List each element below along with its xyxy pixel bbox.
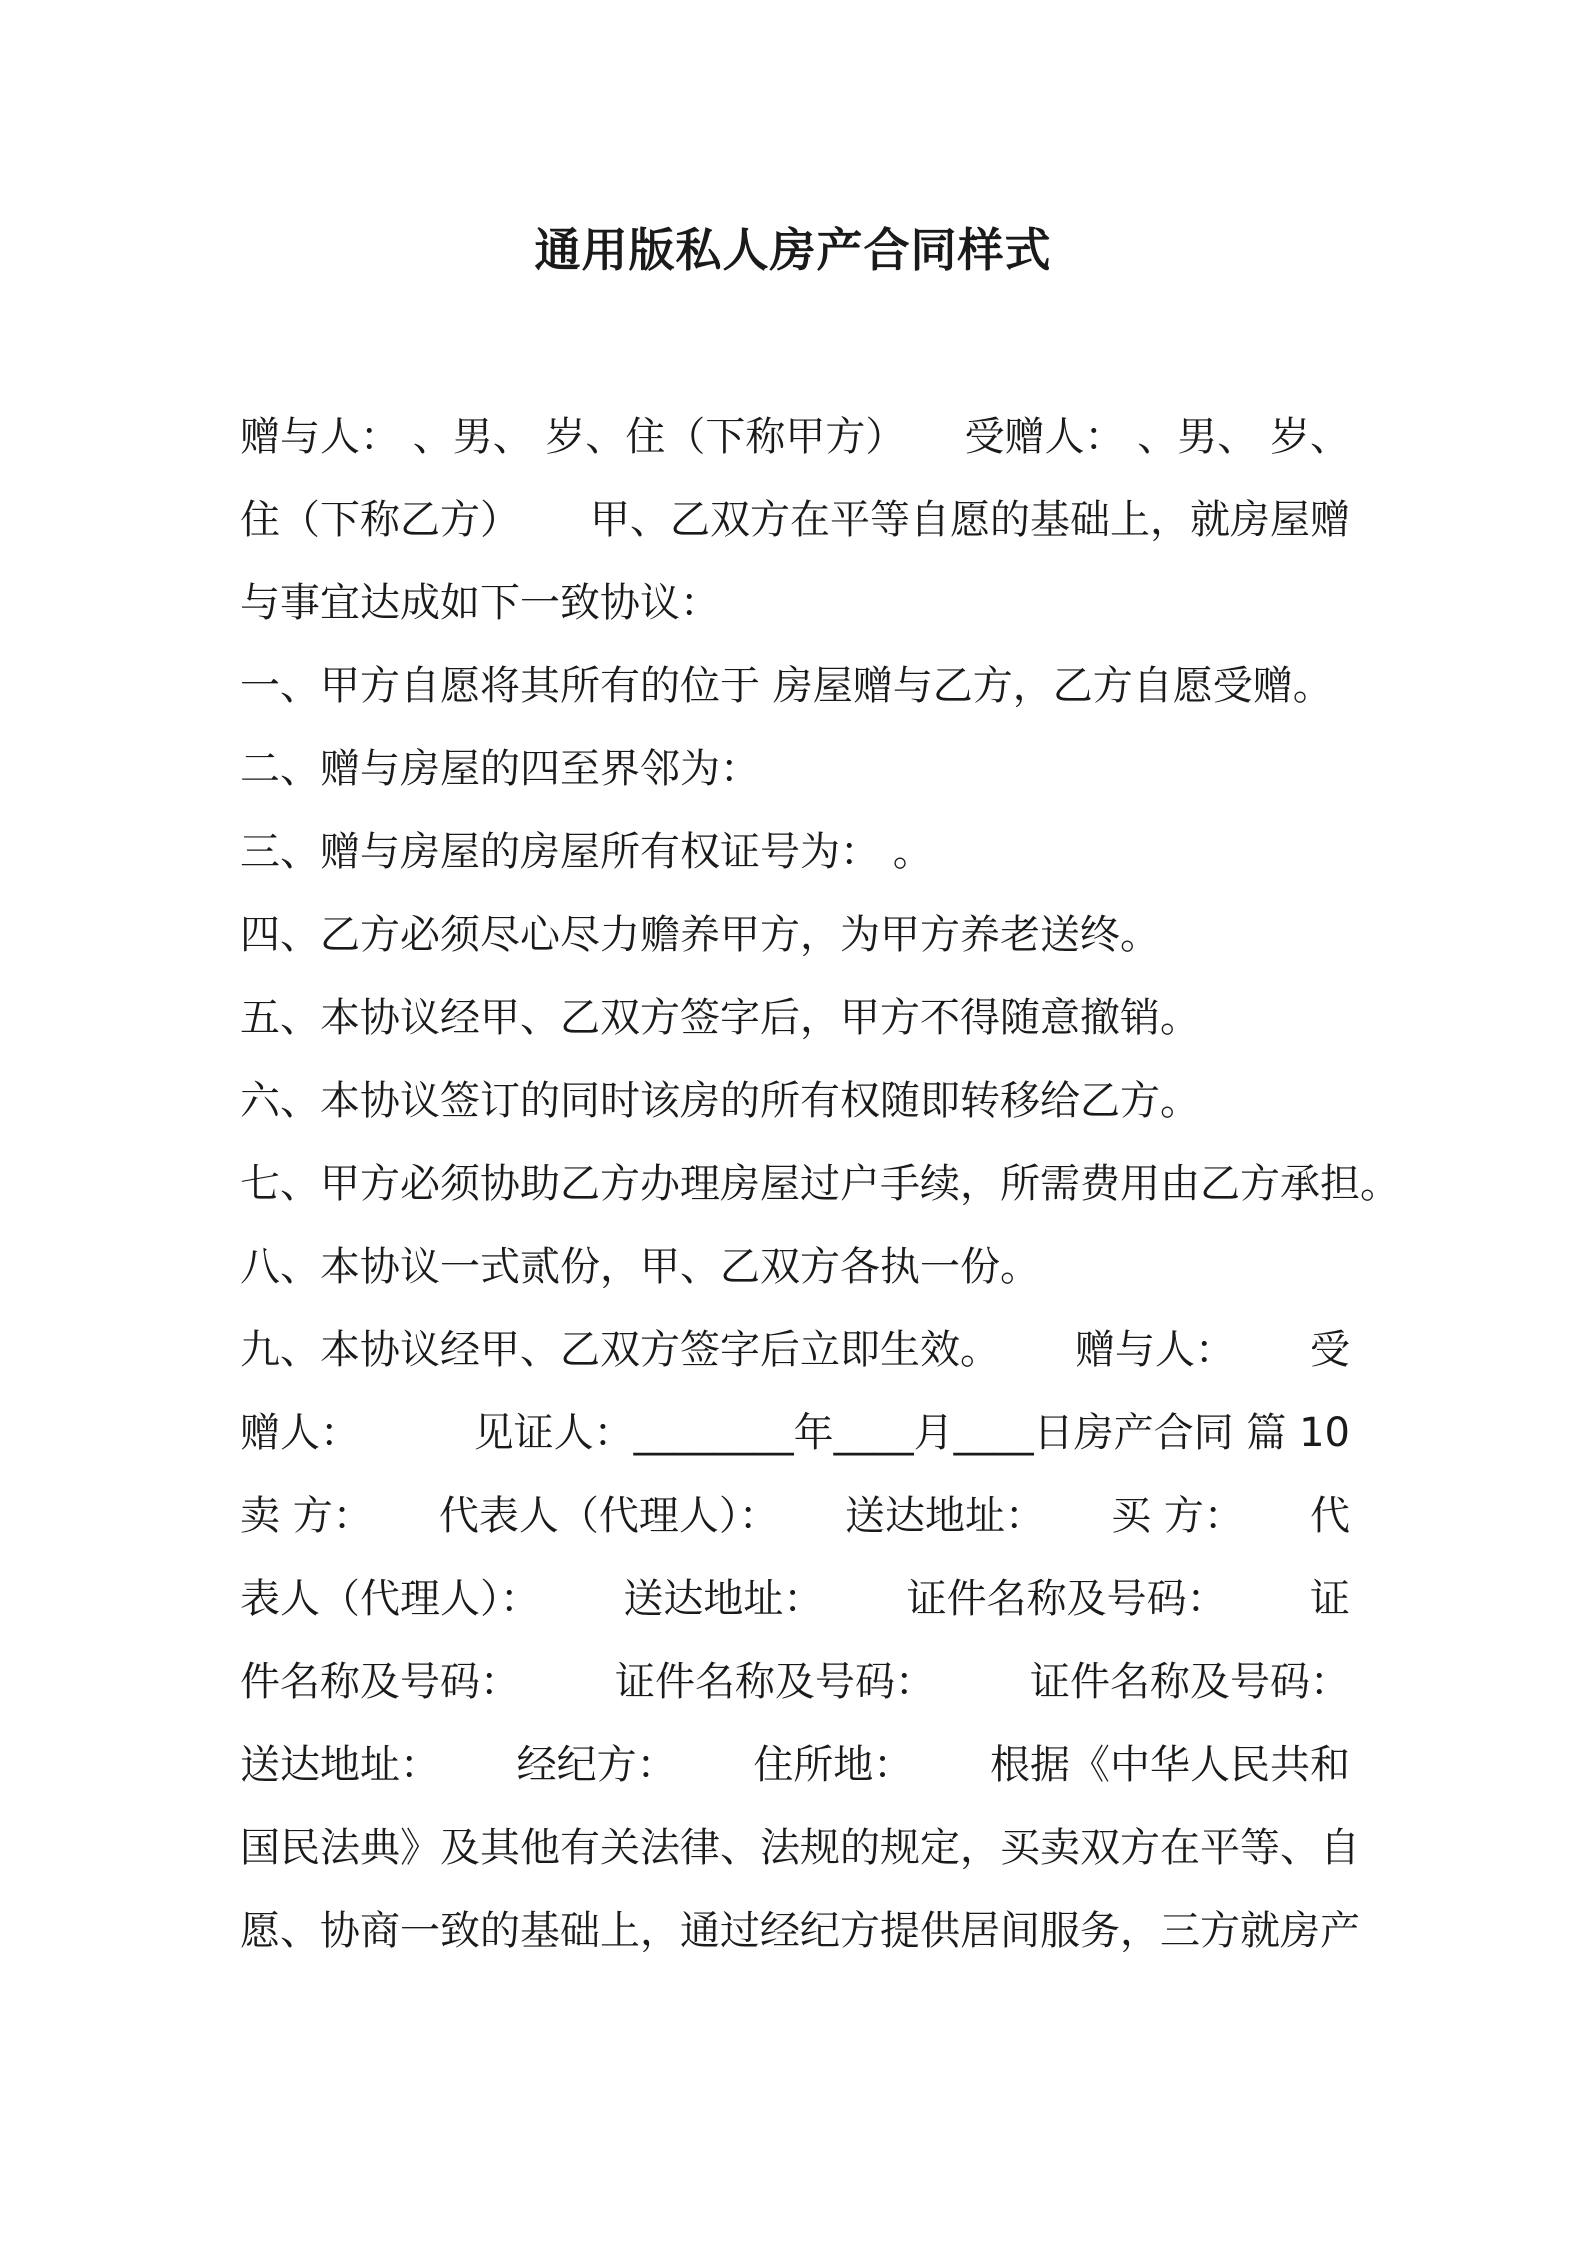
line-segment: 代表人（代理人）： [438,1493,779,1539]
line-segment: 国民法典》及其他有关法律、法规的规定，买卖双方在平等、自 [240,1825,1360,1871]
line-segment: 愿、协商一致的基础上，通过经纪方提供居间服务，三方就房产 [240,1908,1360,1954]
line-segment: 根据《中华人民共和 [989,1742,1350,1788]
line-segment: 证件名称及号码： [906,1576,1227,1622]
line-segment: 五、本协议经甲、乙双方签字后，甲方不得随意撤销。 [240,995,1200,1041]
line-segment: 八、本协议一式贰份，甲、乙双方各执一份。 [240,1244,1040,1290]
line-segment: 住（下称乙方） [240,497,520,543]
line-segment: 二、赠与房屋的四至界邻为： [240,746,760,792]
body-line [240,1392,1350,1475]
body-line [240,1475,1350,1558]
document-title: 通用版私人房产合同样式 [534,223,1052,277]
body-line [240,894,1350,977]
body-line [240,479,1350,562]
line-segment: 住所地： [753,1742,914,1788]
body-line [240,1641,1350,1724]
line-segment: 与事宜达成如下一致协议： [240,580,720,626]
body-line [240,396,1350,479]
line-segment: 送达地址： [623,1576,824,1622]
body-line [240,645,1350,728]
body-line [240,1143,1400,1226]
line-segment: 甲、乙双方在平等自愿的基础上，就房屋赠 [590,497,1350,543]
line-segment: 买 方： [1111,1493,1244,1539]
line-segment: 四、乙方必须尽心尽力赡养甲方，为甲方养老送终。 [240,912,1160,958]
line-segment: 经纪方： [516,1742,677,1788]
body-line [240,1309,1350,1392]
line-segment: 六、本协议签订的同时该房的所有权随即转移给乙方。 [240,1078,1200,1124]
line-segment: 卖 方： [240,1493,373,1539]
body-line [240,811,1350,894]
line-segment: 证 [1309,1576,1350,1622]
line-segment: 九、本协议经甲、乙双方签字后立即生效。 [240,1327,1000,1373]
line-segment: 代 [1310,1493,1350,1539]
body-line [240,1724,1350,1807]
body-line [240,1558,1350,1641]
line-segment: 送达地址： [845,1493,1045,1539]
line-segment: 赠人： [240,1410,360,1456]
line-segment: 证件名称及号码： [615,1659,935,1705]
body-line [240,1060,1350,1143]
body-line [240,1226,1350,1309]
body-line [240,562,1350,645]
line-segment: 受赠人： 、男、 岁、 [964,414,1350,460]
body-line [240,977,1350,1060]
line-segment: 件名称及号码： [240,1659,520,1705]
line-segment: 表人（代理人）： [240,1576,540,1622]
line-segment: 三、赠与房屋的房屋所有权证号为： 。 [240,829,933,875]
line-segment: 七、甲方必须协助乙方办理房屋过户手续，所需费用由乙方承担。 [240,1161,1400,1207]
body-line [240,1807,1360,1890]
line-segment: 见证人：________年____月____日房产合同 篇 10 [473,1410,1350,1456]
line-segment: 赠与人： 、男、 岁、住（下称甲方） [240,414,906,460]
document-body [240,396,1400,1973]
line-segment: 送达地址： [240,1742,440,1788]
line-segment: 一、甲方自愿将其所有的位于 房屋赠与乙方，乙方自愿受赠。 [240,663,1333,709]
line-segment: 受 [1310,1327,1350,1373]
line-segment: 证件名称及号码： [1030,1659,1350,1705]
body-line [240,1890,1360,1973]
line-segment: 赠与人： [1075,1327,1235,1373]
body-line [240,728,1350,811]
